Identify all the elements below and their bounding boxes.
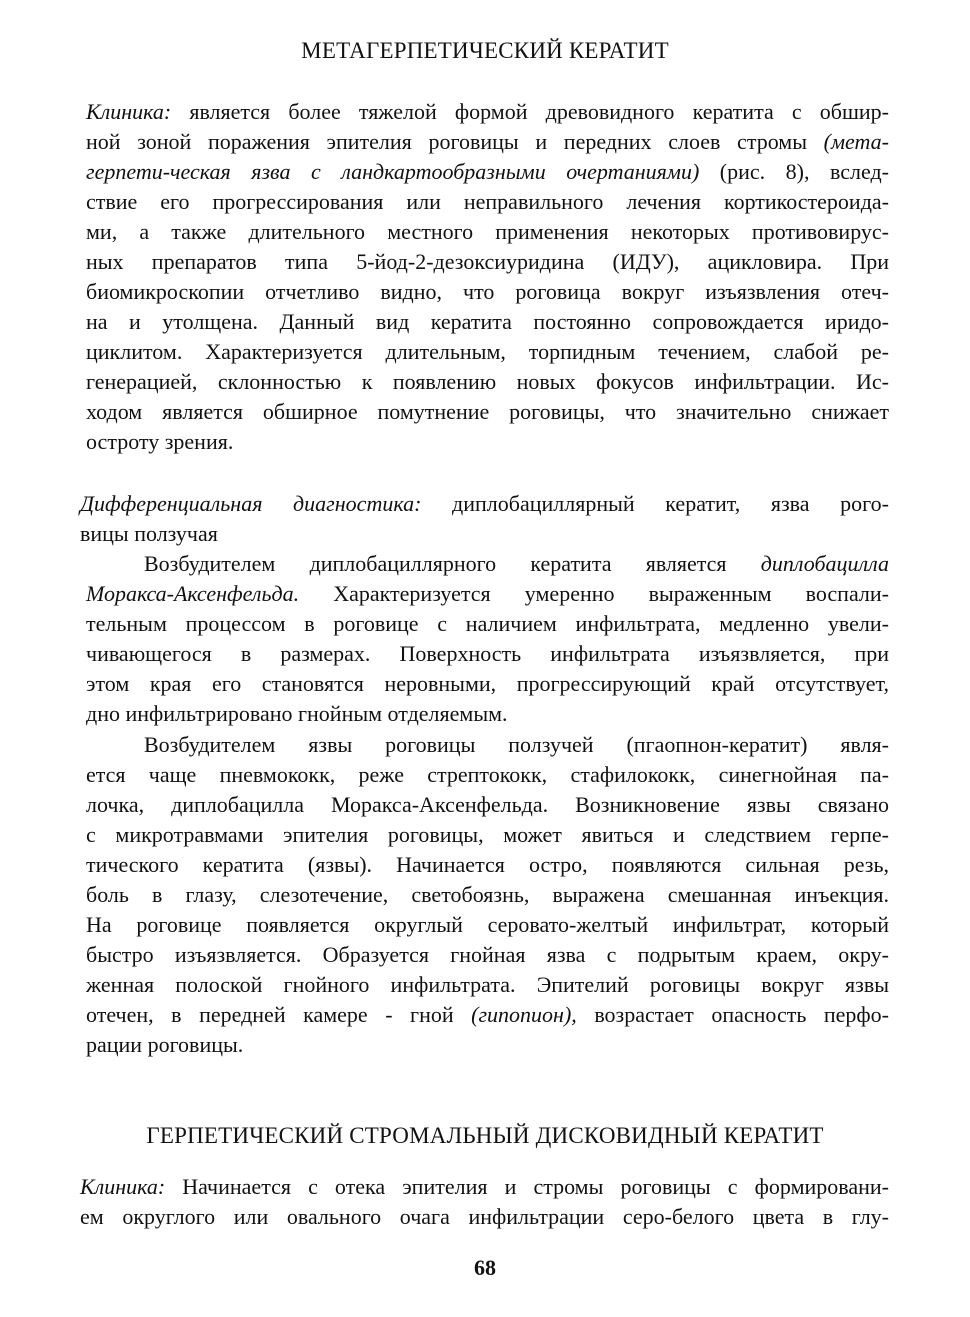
paragraph-differential [80, 489, 889, 549]
paragraph-creeping-ulcer [86, 730, 889, 1060]
clinic-label: Клиника: [86, 99, 172, 124]
text-line: быстро изъязвляется. Образуется гнойная язва с подрытым краем, окру- [86, 942, 889, 967]
text-line: биомикроскопии отчетливо видно, что роговица вокруг изъязвления отеч- [86, 279, 889, 304]
text-line: дно инфильтрировано гнойным отделяемым. [86, 701, 508, 726]
text-line: ется чаще пневмококк, реже стрептококк, стафилококк, синегнойная па- [86, 762, 889, 787]
text-line: Возбудителем язвы роговицы ползучей (пгаопнон-кератит) явля- [144, 732, 889, 757]
text-line: герпети-ческая язва с ландкартообразными очертаниями) (рис. 8), вслед- [86, 159, 890, 184]
text-line: с микротравмами эпителия роговицы, может явиться и следствием герпе- [86, 822, 889, 847]
text-line: ной зоной поражения эпителия роговицы и передних слоев стромы (мета- [86, 129, 889, 154]
text-line: ми, а также длительного местного применения некоторых противовирус- [86, 219, 889, 244]
text-line: Моракса-Аксенфельда. Характеризуется умеренно выраженным воспали- [86, 581, 889, 606]
text-line: На роговице появляется округлый серовато-желтый инфильтрат, который [86, 912, 889, 937]
paragraph-metaherpetic-clinic [86, 97, 889, 457]
text-line: Возбудителем диплобациллярного кератита является диплобацилла [144, 551, 889, 576]
clinic-label: Клиника: [80, 1174, 166, 1199]
text-line: лочка, диплобацилла Моракса-Аксенфельда. Возникновение язвы связано [86, 792, 889, 817]
text-line: тельным процессом в роговице с наличием инфильтрата, медленно увели- [86, 611, 889, 636]
text-line: тического кератита (язвы). Начинается остро, появляются сильная резь, [86, 852, 889, 877]
text-line: циклитом. Характеризуется длительным, торпидным течением, слабой ре- [86, 339, 889, 364]
text-line: ем округлого или овального очага инфильтрации серо-белого цвета в глу- [80, 1204, 889, 1229]
text-line: боль в глазу, слезотечение, светобоязнь, выражена смешанная инъекция. [86, 882, 889, 907]
text-line: этом края его становятся неровными, прогрессирующий край отсутствует, [86, 671, 889, 696]
text-line: генерацией, склонностью к появлению новых фокусов инфильтрации. Ис- [86, 369, 889, 394]
text-line: ходом является обширное помутнение роговицы, что значительно снижает [86, 399, 889, 424]
text-line: ствие его прогрессирования или неправильного лечения кортикостероида- [86, 189, 889, 214]
text-line: ных препаратов типа 5-йод-2-дезоксиуридина (ИДУ), ацикловира. При [86, 249, 889, 274]
text-line: Клиника: является более тяжелой формой древовидного кератита с обшир- [86, 99, 889, 124]
paragraph-diplobacillary [86, 549, 889, 729]
text-line: Клиника: Начинается с отека эпителия и стромы роговицы с формировани- [80, 1174, 889, 1199]
text-line: Дифференциальная диагностика: диплобациллярный кератит, язва рого- [80, 491, 889, 516]
text-line: вицы ползучая [80, 521, 218, 546]
paragraph-disciform-clinic [80, 1172, 889, 1232]
text-line: чивающегося в размерах. Поверхность инфильтрата изъязвляется, при [86, 641, 889, 666]
text-line: отечен, в передней камере - гной (гипопион), возрастает опасность перфо- [86, 1002, 889, 1027]
text-line: женная полоской гнойного инфильтрата. Эпителий роговицы вокруг язвы [86, 972, 889, 997]
section-title-metaherpetic: МЕТАГЕРПЕТИЧЕСКИЙ КЕРАТИТ [301, 38, 669, 63]
differential-label: Дифференциальная диагностика: [80, 491, 422, 516]
text-line: на и утолщена. Данный вид кератита постоянно сопровождается иридо- [86, 309, 889, 334]
text-line: рации роговицы. [86, 1032, 244, 1057]
page-number: 68 [474, 1255, 496, 1280]
section-title-disciform: ГЕРПЕТИЧЕСКИЙ СТРОМАЛЬНЫЙ ДИСКОВИДНЫЙ КЕРАТИТ [146, 1123, 824, 1148]
text-line: остроту зрения. [86, 429, 234, 454]
